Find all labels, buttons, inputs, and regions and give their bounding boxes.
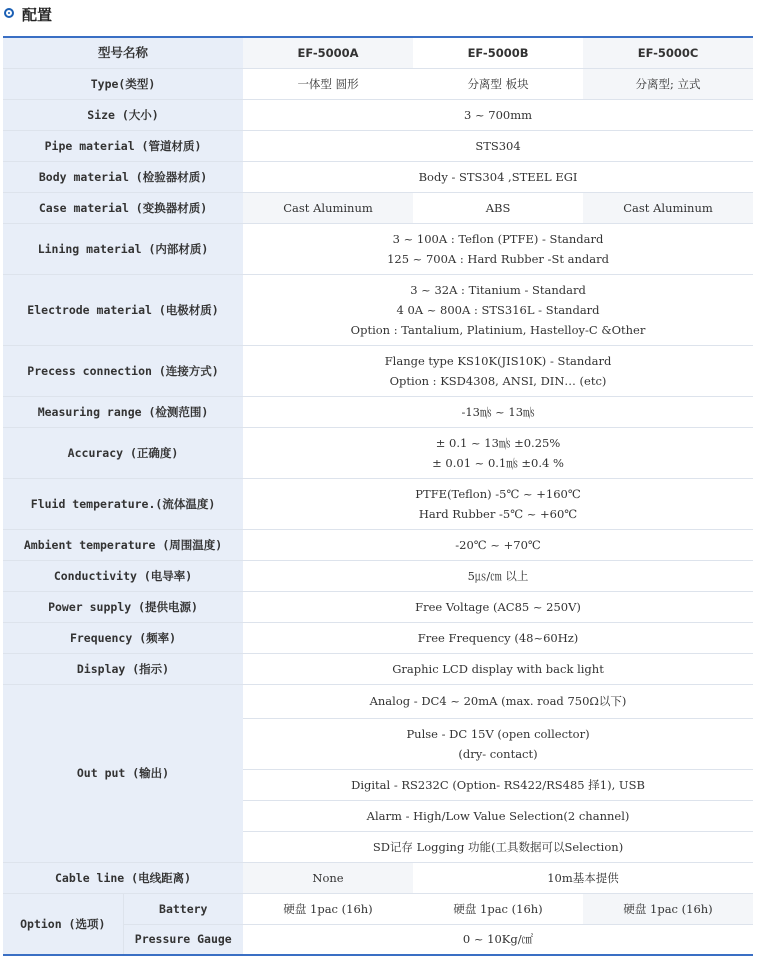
table-row-header xyxy=(3,37,753,68)
fluid-temp-line-2: Hard Rubber -5℃ ~ +60℃ xyxy=(418,506,578,521)
table-row-electrode xyxy=(3,274,753,345)
section-title: 配置 xyxy=(22,6,53,24)
case-value-c: Cast Aluminum xyxy=(583,192,753,223)
spec-table xyxy=(3,36,753,956)
table-row-type xyxy=(3,68,753,99)
row-label-accuracy: Accuracy (正确度) xyxy=(3,427,243,478)
row-label-gauge: Pressure Gauge xyxy=(123,924,243,955)
table-row-accuracy xyxy=(3,427,753,478)
fluid-temp-value xyxy=(243,478,753,529)
row-label-fluid-temp: Fluid temperature.(流体温度) xyxy=(3,478,243,529)
output-pulse-value xyxy=(243,718,753,769)
row-label-ambient-temp: Ambient temperature (周围温度) xyxy=(3,529,243,560)
table-row-ambient-temp xyxy=(3,529,753,560)
table-row-option-battery xyxy=(3,893,753,924)
size-value: 3 ~ 700mm xyxy=(243,99,753,130)
table-row-connection xyxy=(3,345,753,396)
display-value: Graphic LCD display with back light xyxy=(243,653,753,684)
row-label-lining: Lining material (内部材质) xyxy=(3,223,243,274)
table-row-body xyxy=(3,161,753,192)
row-label-range: Measuring range (检测范围) xyxy=(3,396,243,427)
row-label-cable: Cable line (电线距离) xyxy=(3,862,243,893)
row-label-battery: Battery xyxy=(123,893,243,924)
battery-value-a: 硬盘 1pac (16h) xyxy=(243,893,413,924)
output-alarm-value: Alarm - High/Low Value Selection(2 channel) xyxy=(243,800,753,831)
gauge-value: 0 ~ 10Kg/㎠ xyxy=(243,924,753,955)
body-value: Body - STS304 ,STEEL EGI xyxy=(243,161,753,192)
cable-value-bc: 10m基本提供 xyxy=(413,862,753,893)
row-label-body: Body material (检验器材质) xyxy=(3,161,243,192)
section-header xyxy=(0,0,757,36)
model-ef-5000b: EF-5000B xyxy=(413,37,583,68)
output-sd-value: SD记存 Logging 功能(工具数据可以Selection) xyxy=(243,831,753,862)
output-pulse-line-2: (dry- contact) xyxy=(458,746,538,761)
output-pulse-line-1: Pulse - DC 15V (open collector) xyxy=(406,726,590,741)
row-label-type: Type(类型) xyxy=(3,68,243,99)
table-row-frequency xyxy=(3,622,753,653)
connection-line-1: Flange type KS10K(JIS10K) - Standard xyxy=(384,353,612,368)
power-value: Free Voltage (AC85 ~ 250V) xyxy=(243,591,753,622)
row-label-connection: Precess connection (连接方式) xyxy=(3,345,243,396)
row-label-conductivity: Conductivity (电导率) xyxy=(3,560,243,591)
range-value: -13㎧ ~ 13㎧ xyxy=(243,396,753,427)
table-row-display xyxy=(3,653,753,684)
bullet-circle-icon xyxy=(4,8,14,18)
ambient-temp-value: -20℃ ~ +70℃ xyxy=(243,529,753,560)
table-row-range xyxy=(3,396,753,427)
row-label-frequency: Frequency (频率) xyxy=(3,622,243,653)
battery-value-c: 硬盘 1pac (16h) xyxy=(583,893,753,924)
type-value-c: 分离型; 立式 xyxy=(583,68,753,99)
row-label-size: Size (大小) xyxy=(3,99,243,130)
table-row-size xyxy=(3,99,753,130)
row-label-pipe: Pipe material (管道材质) xyxy=(3,130,243,161)
connection-value xyxy=(243,345,753,396)
case-value-b: ABS xyxy=(413,192,583,223)
table-row-fluid-temp xyxy=(3,478,753,529)
electrode-value xyxy=(243,274,753,345)
pipe-value: STS304 xyxy=(243,130,753,161)
row-label-option: Option (选项) xyxy=(3,893,123,955)
output-analog-value: Analog - DC4 ~ 20mA (max. road 750Ω以下) xyxy=(243,684,753,718)
conductivity-value: 5㎲/㎝ 以上 xyxy=(243,560,753,591)
table-row-output-analog xyxy=(3,684,753,718)
table-row-pipe xyxy=(3,130,753,161)
row-label-display: Display (指示) xyxy=(3,653,243,684)
electrode-line-2: 4 0A ~ 800A : STS316L - Standard xyxy=(396,302,600,317)
model-ef-5000a: EF-5000A xyxy=(243,37,413,68)
table-row-conductivity xyxy=(3,560,753,591)
row-label-output: Out put (输出) xyxy=(3,684,243,862)
accuracy-value xyxy=(243,427,753,478)
type-value-b: 分离型 板块 xyxy=(413,68,583,99)
lining-line-1: 3 ~ 100A : Teflon (PTFE) - Standard xyxy=(392,231,604,246)
table-row-power xyxy=(3,591,753,622)
connection-line-2: Option : KSD4308, ANSI, DIN… (etc) xyxy=(389,373,607,388)
frequency-value: Free Frequency (48~60Hz) xyxy=(243,622,753,653)
row-label-power: Power supply (提供电源) xyxy=(3,591,243,622)
electrode-line-3: Option : Tantalium, Platinium, Hastelloy-C &Other xyxy=(350,322,646,337)
row-label-case: Case material (变换器材质) xyxy=(3,192,243,223)
lining-value xyxy=(243,223,753,274)
battery-value-b: 硬盘 1pac (16h) xyxy=(413,893,583,924)
row-label-electrode: Electrode material (电极材质) xyxy=(3,274,243,345)
table-row-case xyxy=(3,192,753,223)
output-digital-value: Digital - RS232C (Option- RS422/RS485 择1), USB xyxy=(243,769,753,800)
table-row-lining xyxy=(3,223,753,274)
accuracy-line-1: ± 0.1 ~ 13㎧ ±0.25% xyxy=(435,435,561,450)
type-value-a: 一体型 圆形 xyxy=(243,68,413,99)
case-value-a: Cast Aluminum xyxy=(243,192,413,223)
table-row-cable xyxy=(3,862,753,893)
lining-line-2: 125 ~ 700A : Hard Rubber -St andard xyxy=(387,251,609,266)
cable-value-a: None xyxy=(243,862,413,893)
model-ef-5000c: EF-5000C xyxy=(583,37,753,68)
header-label: 型号名称 xyxy=(3,37,243,68)
accuracy-line-2: ± 0.01 ~ 0.1㎧ ±0.4 % xyxy=(432,455,564,470)
electrode-line-1: 3 ~ 32A : Titanium - Standard xyxy=(410,282,586,297)
fluid-temp-line-1: PTFE(Teflon) -5℃ ~ +160℃ xyxy=(415,486,581,501)
